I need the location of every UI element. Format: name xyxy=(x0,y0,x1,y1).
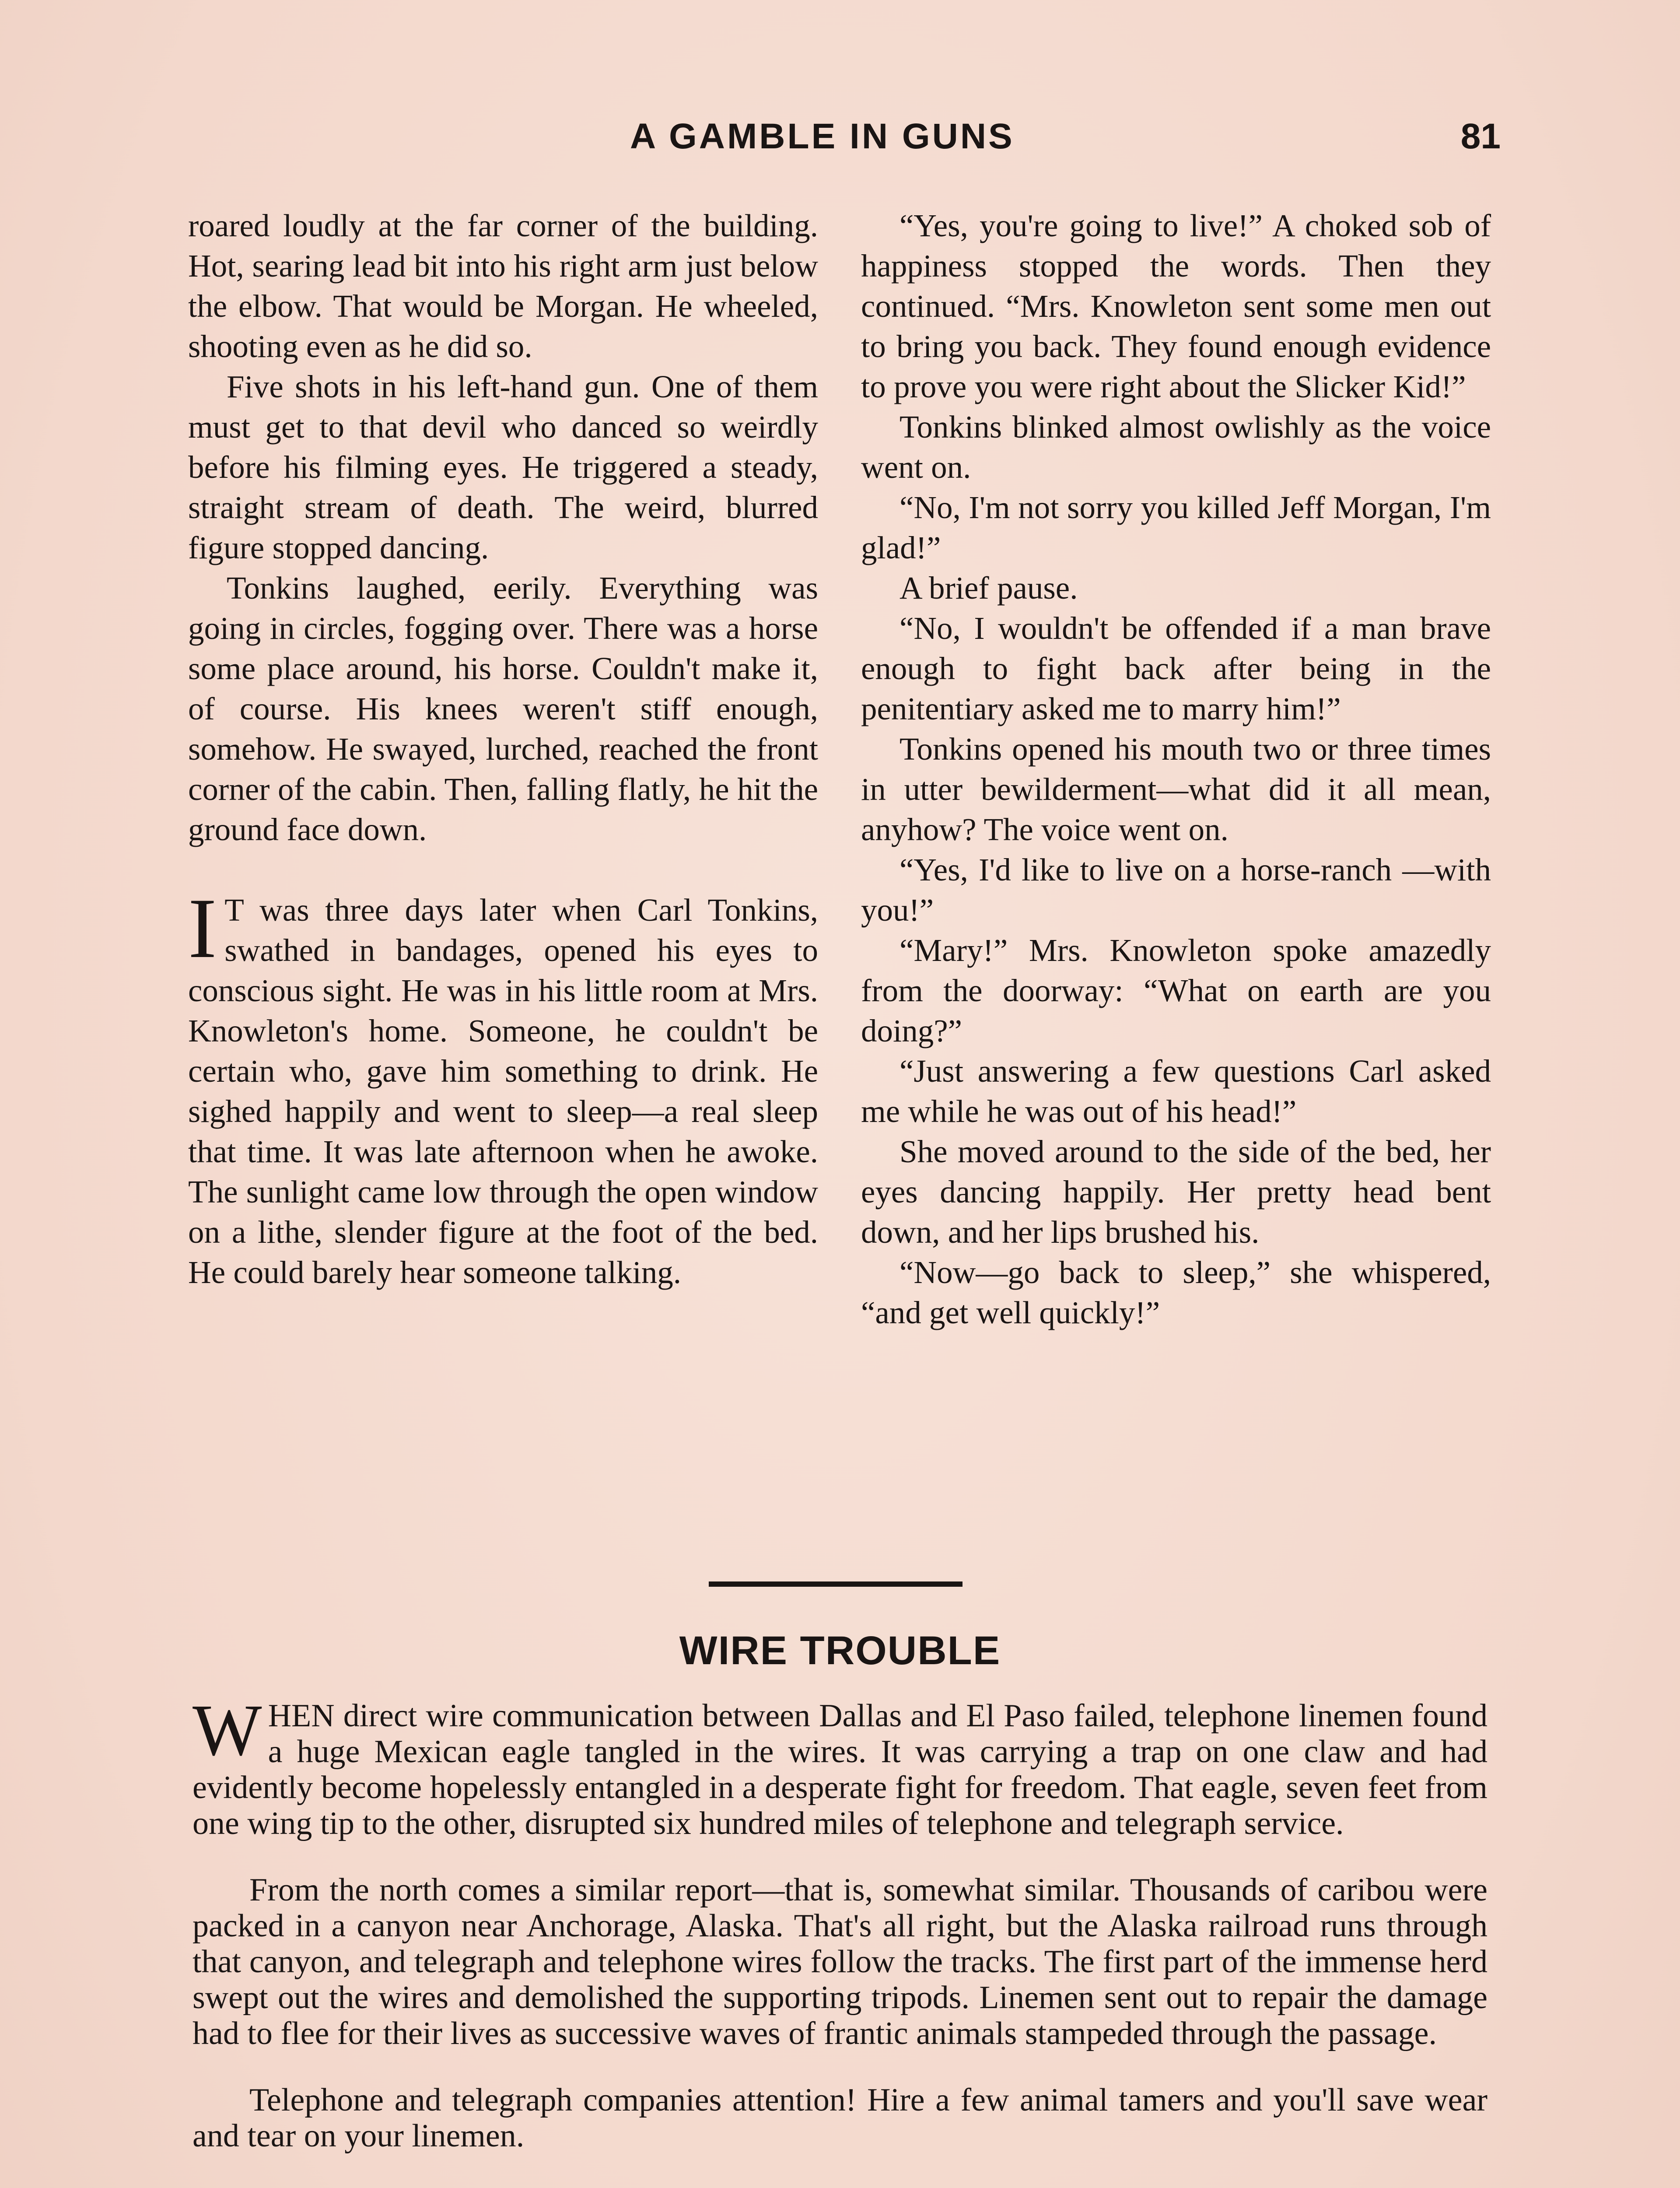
article-body xyxy=(192,1690,1488,2154)
article-paragraph: Telephone and telegraph companies attention! Hire a few animal tamers and you'll save wear and tear on your linemen. xyxy=(192,2082,1488,2154)
paragraph: “No, I wouldn't be offended if a man brave enough to fight back after being in the penitentiary asked me to marry him!” xyxy=(861,610,1491,726)
paragraph: “Mary!” Mrs. Knowleton spoke amazedly from the doorway: “What on earth are you doing?” xyxy=(861,933,1491,1048)
paragraph: “Yes, you're going to live!” A choked sob of happiness stopped the words. Then they continued. “Mrs. Knowleton sent some men out to bring you back. They found enough evidence to prove you were right about the Slicker Kid!” xyxy=(861,208,1491,404)
section-divider-rule xyxy=(709,1581,962,1587)
paragraph: “Just answering a few questions Carl asked me while he was out of his head!” xyxy=(861,1053,1491,1129)
paragraph: roared loudly at the far corner of the building. Hot, searing lead bit into his right arm just below the elbow. That would be Morgan. He wheeled, shooting even as he did so. xyxy=(188,208,818,364)
paragraph: Tonkins opened his mouth two or three times in utter bewilderment—what did it all mean, anyhow? The voice went on. xyxy=(861,731,1491,847)
section-text: T was three days later when Carl Tonkins, swathed in bandages, opened his eyes to conscious sight. He was in his little room at Mrs. Knowleton's home. Someone, he couldn't be certain who, gave him something to drink. He sighed happily and went to sleep—a real sleep that time. It was late afternoon when he awoke. The sunlight came low through the open window on a lithe, slender figure at the foot of the bed. He could barely hear someone talking. xyxy=(188,892,818,1290)
article-title: WIRE TROUBLE xyxy=(679,1628,1001,1673)
paragraph: Five shots in his left-hand gun. One of them must get to that devil who danced so weirdly before his filming eyes. He triggered a steady, straight stream of death. The weird, blurred figure stopped dancing. xyxy=(188,369,818,565)
running-head xyxy=(188,116,1501,164)
page-number: 81 xyxy=(1460,116,1501,156)
paragraph: “Now—go back to sleep,” she whispered, “and get well quickly!” xyxy=(861,1255,1491,1330)
paragraph: Tonkins laughed, eerily. Everything was going in circles, fogging over. There was a horse some place around, his horse. Couldn't make it, of course. His knees weren't stiff enough, somehow. He swayed, lurched, reached the front corner of the cabin. Then, falling flatly, he hit the ground face down. xyxy=(188,570,818,847)
article-first-text: HEN direct wire communication between Dallas and El Paso failed, telephone linemen found a huge Mexican eagle tangled in the wires. It was carrying a trap on one claw and had evidently become hopelessly entangled in a desperate fight for freedom. That eagle, seven feet from one wing tip to the other, disrupted six hundred miles of telephone and telegraph service. xyxy=(192,1698,1488,1841)
article-paragraph xyxy=(192,1690,1488,1841)
left-column xyxy=(188,206,818,1293)
section-paragraph xyxy=(188,881,818,1293)
running-title: A GAMBLE IN GUNS xyxy=(630,116,1015,156)
article-paragraph: From the north comes a similar report—that is, somewhat similar. Thousands of caribou were packed in a canyon near Anchorage, Alaska. That's all right, but the Alaska railroad runs through that canyon, and telegraph and telephone wires follow the tracks. The first part of the immense herd swept out the wires and demolished the supporting tripods. Linemen sent out to repair the damage had to flee for their lives as successive waves of frantic animals stampeded through the passage. xyxy=(192,1872,1488,2051)
paragraph: “Yes, I'd like to live on a horse-ranch —with you!” xyxy=(861,852,1491,928)
paragraph: “No, I'm not sorry you killed Jeff Morgan, I'm glad!” xyxy=(861,490,1491,565)
right-column xyxy=(861,206,1491,1333)
paragraph: She moved around to the side of the bed, her eyes dancing happily. Her pretty head bent down, and her lips brushed his. xyxy=(861,1134,1491,1250)
paragraph: A brief pause. xyxy=(900,570,1078,606)
drop-cap: I xyxy=(188,881,217,976)
drop-cap: W xyxy=(192,1690,262,1771)
paragraph: Tonkins blinked almost owlishly as the voice went on. xyxy=(861,409,1491,485)
